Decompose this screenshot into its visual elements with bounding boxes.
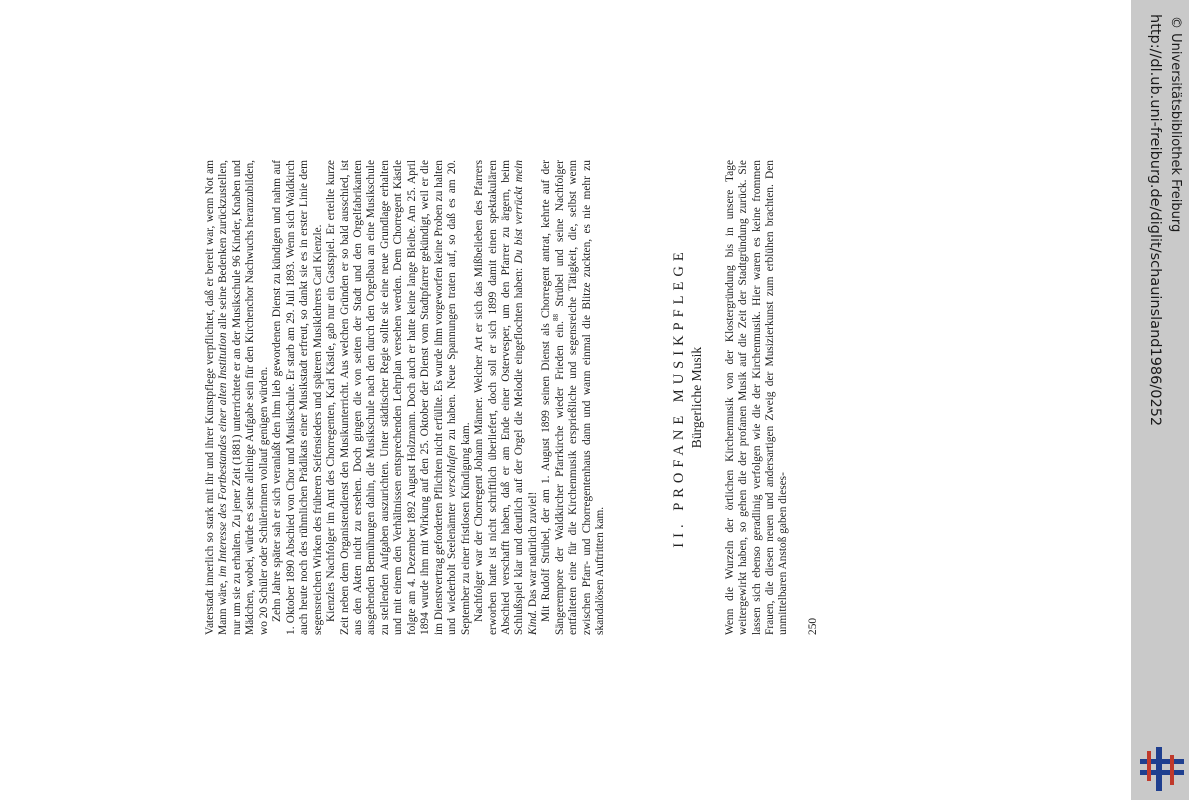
section-heading: II. PROFANE MUSIKPFLEGE: [670, 247, 687, 548]
paragraph-6: Wenn die Wurzeln der örtlichen Kirchenmusik von der Klostergründung bis in unsere Tage weitergewirkt haben, so gehen die der profanen Musik auf die Zeit der Stadtgründung zurück. Sie lassen sich ebenso geradlinig verfolgen wie die der Kirchenmusik. Hier waren es keine frommen Frauen, die diesen neuen und andersartigen Zweig der Musizierkunst zum erblühen brachten. Den unmittelbaren Anstoß gaben dieses-: [723, 160, 790, 635]
paragraph-4: Nachfolger war der Chorregent Johann Männer. Welcher Art er sich das Mißbelieben des Pfarrers erworben hatte ist nicht schriftlich überliefert, doch soll er sich 1899 damit einen spektakulären Abschied verschafft haben, daß er am Ende einer Ostervesper, um den Pfarrer zu ärgern, beim Schlußspiel klar und deutlich auf der Orgel die Melodie eingeflochten haben: Du bist verrückt mein Kind. Das war natürlich zuviel!: [473, 160, 539, 635]
page-number: 250: [806, 617, 819, 635]
italic-verschlafen: verschlafen: [446, 445, 459, 498]
copyright-text: © Universitätsbibliothek Freiburg: [1168, 16, 1183, 233]
paragraph-1: Vaterstadt innerlich so stark mit ihr und ihrer Kunstpflege verpflichtet, daß er bereit war, wenn Not am Mann wäre, im Interesse des Fortbestandes einer alten Institution alle seine Bedenken zurückzustellen, nur um sie zu erhalten. Zu jener Zeit (1881) unterrichtete er an der Musikschule 96 Kinder, Knaben und Mädchen, wobei, würde es seine alleinige Aufgabe sein für den Kirchenchor Nachwuchs heranzubilden, wo 20 Schüler oder Schülerinnen vollauf genügen würden.: [204, 160, 270, 635]
paragraph-2: Zehn Jahre später sah er sich veranlaßt den ihm lieb gewordenen Dienst zu kündigen und nahm auf 1. Oktober 1890 Abschied von Chor und Musikschule. Er starb am 29. Juli 1893. Wenn sich Waldkirch auch heute noch des rühmlichen Prädikats einer Musikstadt erfreut, so dankt sie es in erster Linie dem segensreichen Wirken des früheren Seifensieders und späteren Musiklehrers Carl Kienzle.: [271, 160, 324, 635]
footnote-ref: 88: [551, 314, 560, 322]
italic-melodie: Du bist verrückt mein Kind.: [513, 160, 539, 635]
section-subheading: Bürgerliche Musik: [688, 346, 704, 449]
paragraph-5: Mit Rudolf Strübel, der am 1. August 1899 seinen Dienst als Chorregent antrat, kehrte auf der Sängerempore der Waldkircher Pfarrkirche wieder Frieden ein.$^{88}$ Strübel und seine Nachfolger entfalteten eine für die Kirchenmusik ersprießliche und segensreiche Tätigkeit, die, selbst wenn zwischen Pfarr- und Chorregentenhaus dann und wann einmal die Blitze zuckten, es nie mehr zu skandalösen Auftritten kam.: [540, 159, 607, 635]
paragraph-3: Kienzles Nachfolger im Amt des Chorregenten, Karl Kästle, gab nur ein Gastspiel. Er erteilte kurze Zeit neben dem Organistendienst den Musikunterricht. Aus welchen Gründen er so bald ausschied, ist aus den Akten nicht zu ersehen. Doch gingen die von seiten der Stadt und den Orgelfabrikanten ausgehenden Bemühungen dahin, die Musikschule nach den durch den Orgelbau an eine Musikschule zu stellenden Aufgaben auszurichten. Unter städtischer Regie sollte sie eine neue Grundlage erhalten und mit einem den Verhältnissen entsprechenden Lehrplan versehen werden. Dem Chorregent Kästle folgte am 4. Dezember 1892 August Holzmann. Doch auch er hatte keine lange Bleibe. Am 25. April 1894 wurde ihm mit Wirkung auf den 25. Oktober der Dienst vom Stadtpfarrer gekündigt, weil er die im Dienstvertrag geforderten Pflichten nicht erfüllte. Es wurde ihm vorgeworfen keine Proben zu halten und wiederholt Seelenämter verschlafen zu haben. Neue Spannungen traten auf, so daß es am 20. September zu einer fristlosen Kündigung kam.: [325, 160, 472, 635]
ub-freiburg-logo-icon: [1140, 745, 1184, 791]
permalink-url[interactable]: http://dl.ub.uni-freiburg.de/diglit/schauinsland1986/0252: [1147, 14, 1163, 427]
document-page: [184, 0, 994, 800]
page-content: [184, 0, 994, 800]
italic-institution: im Interesse des Fortbestandes einer alten Institution: [217, 332, 230, 578]
